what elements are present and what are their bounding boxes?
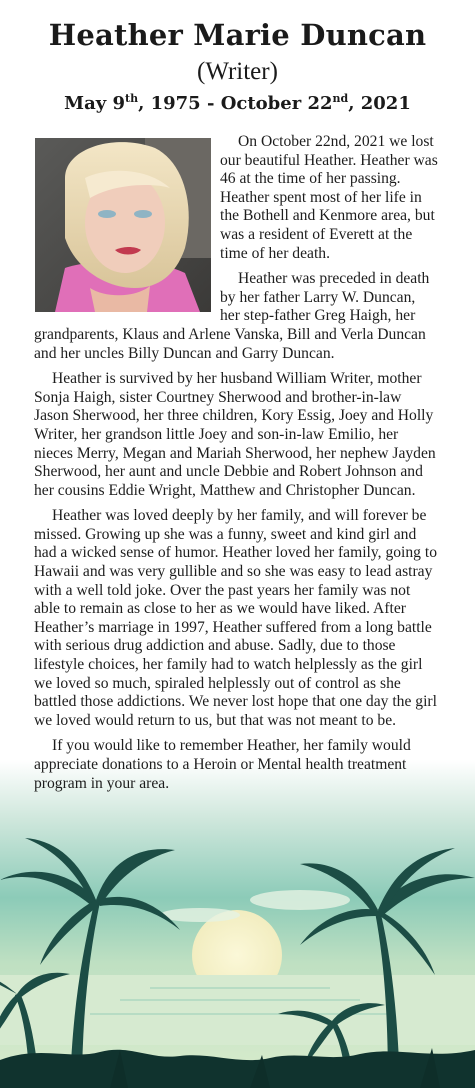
paragraph-1: On October 22nd, 2021 we lost our beautiful Heather. Heather was 46 at the time of her passing. Heather spent most of her life in the Bothell and Kenmore area, but was a resident of Everett at the time of her death. <box>220 133 438 262</box>
birth-year: , 1975 - <box>138 93 221 114</box>
death-year: , 2021 <box>348 93 411 114</box>
photo-spacer <box>34 133 220 325</box>
deceased-name: Heather Marie Duncan <box>48 18 427 52</box>
paragraph-2: Heather was preceded in death by her father Larry W. Duncan, her step-father Greg Haigh, her grandparents, Klaus and Arlene Vanska, Bill and Verla Duncan and her uncles Billy Duncan and Garry Duncan. <box>34 270 430 362</box>
death-month-day: October 22 <box>220 93 333 114</box>
death-suffix: nd <box>332 92 349 105</box>
paragraph-5: If you would like to remember Heather, her family would appreciate donations to a Heroin or Mental health treatment program in your area. <box>34 737 411 792</box>
deceased-role: (Writer) <box>197 58 278 85</box>
tropical-sunset-palms-illustration <box>0 760 475 1088</box>
birth-suffix: th <box>124 92 139 105</box>
sea <box>0 975 475 1045</box>
paragraph-4: Heather was loved deeply by her family, and will forever be missed. Growing up she was a funny, sweet and kind girl and had a wicked sense of humor. Heather loved her family, going to Hawaii and was very gullible and so she was easy to lead astray with a well told joke. Over the past years her family was not able to remain as close to her as we would have liked. After Heather’s marriage in 1997, Heather suffered from a long battle with serious drug addiction and abuse. Sadly, due to those lifestyle choices, her family had to watch helplessly as the girl we loved so much, spiraled helplessly out of control as she battled those addictions. We never lost hope that one day the girl we loved would return to us, but that was not meant to be. <box>34 507 438 729</box>
birth-month-day: May 9 <box>64 93 125 114</box>
obituary-body <box>34 133 439 800</box>
life-dates <box>0 92 475 114</box>
paragraph-3: Heather is survived by her husband William Writer, mother Sonja Haigh, sister Courtney Sherwood and brother-in-law Jason Sherwood, her three children, Kory Essig, Joey and Holly Writer, her grandson little Joey and son-in-law Emilio, her nieces Merry, Megan and Mariah Sherwood, her nephew Jayden Sherwood, her aunt and uncle Debbie and Robert Johnson and her cousins Eddie Wright, Matthew and Christopher Duncan. <box>34 370 436 499</box>
